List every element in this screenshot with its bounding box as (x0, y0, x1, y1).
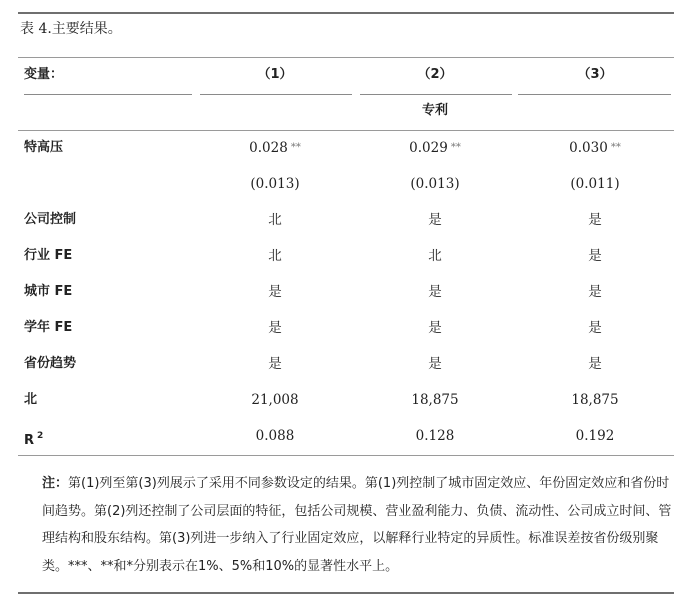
table-cell: 是 (588, 284, 602, 300)
table-cell: (0.013) (250, 176, 300, 192)
table-cell: 是 (268, 356, 282, 372)
column-2-underline (360, 94, 512, 95)
table-cell: 0.029 ** (409, 140, 461, 156)
table-cell: 北 (268, 248, 282, 264)
table-cell: 是 (268, 284, 282, 300)
table-cell: 是 (588, 248, 602, 264)
table-top-rule (18, 12, 674, 14)
header-separator-rule (18, 130, 674, 131)
table-cell: 是 (428, 320, 442, 336)
row-label-year-fe: 学年 FE (24, 320, 73, 335)
table-cell: 0.128 (415, 428, 455, 444)
table-cell: 是 (428, 212, 442, 228)
row-label-industry-fe: 行业 FE (24, 248, 73, 263)
column-header-1: （1） (257, 67, 293, 82)
column-header-2: （2） (417, 67, 453, 82)
table-note (42, 470, 672, 580)
note-label: 注： (42, 476, 69, 491)
table-cell: 是 (588, 320, 602, 336)
table-footer-rule (18, 455, 674, 456)
row-label-firm-controls: 公司控制 (24, 212, 77, 227)
table-cell: 0.192 (575, 428, 615, 444)
table-cell: 18,875 (411, 392, 459, 408)
table-cell: 是 (268, 320, 282, 336)
table-cell: 是 (588, 212, 602, 228)
table-cell: 21,008 (251, 392, 299, 408)
row-label-observations: 北 (24, 392, 38, 407)
table-cell: 北 (268, 212, 282, 228)
table-cell: 18,875 (571, 392, 619, 408)
table-cell: 是 (428, 356, 442, 372)
row-label-uhv: 特高压 (24, 140, 64, 155)
table-cell: 0.030 ** (569, 140, 621, 156)
table-cell: (0.011) (570, 176, 620, 192)
table-bottom-rule (18, 592, 674, 594)
table-cell: 0.028 ** (249, 140, 301, 156)
row-label-r-squared: R $^2$ (24, 431, 44, 448)
note-text: 第(1)列至第(3)列展示了采用不同参数设定的结果。第(1)列控制了城市固定效应、年份固定效应和省份时间趋势。第(2)列还控制了公司层面的特征，包括公司规模、营业盈利能力、负债、流动性、公司成立时间、管理结构和股东结构。第(3)列进一步纳入了行业固定效应，以解释行业特定的异质性。标准误差按省份级别聚类。***、**和*分别表示在1%、5%和10%的显著性水平上。 (42, 476, 672, 574)
table-cell: 北 (428, 248, 442, 264)
table-caption: 表 4.主要结果。 (20, 21, 122, 37)
table-cell: 是 (428, 284, 442, 300)
row-label-province-trend: 省份趋势 (24, 356, 77, 371)
column-header-3: （3） (577, 67, 613, 82)
table-cell: 0.088 (255, 428, 295, 444)
column-3-underline (518, 94, 671, 95)
table-cell: (0.013) (410, 176, 460, 192)
dependent-variable-label: 专利 (421, 103, 448, 118)
header-rule (18, 57, 674, 58)
row-label-city-fe: 城市 FE (24, 284, 73, 299)
variable-header-underline (24, 94, 192, 95)
table-cell: 是 (588, 356, 602, 372)
column-1-underline (200, 94, 352, 95)
variable-header: 变量： (24, 67, 64, 82)
